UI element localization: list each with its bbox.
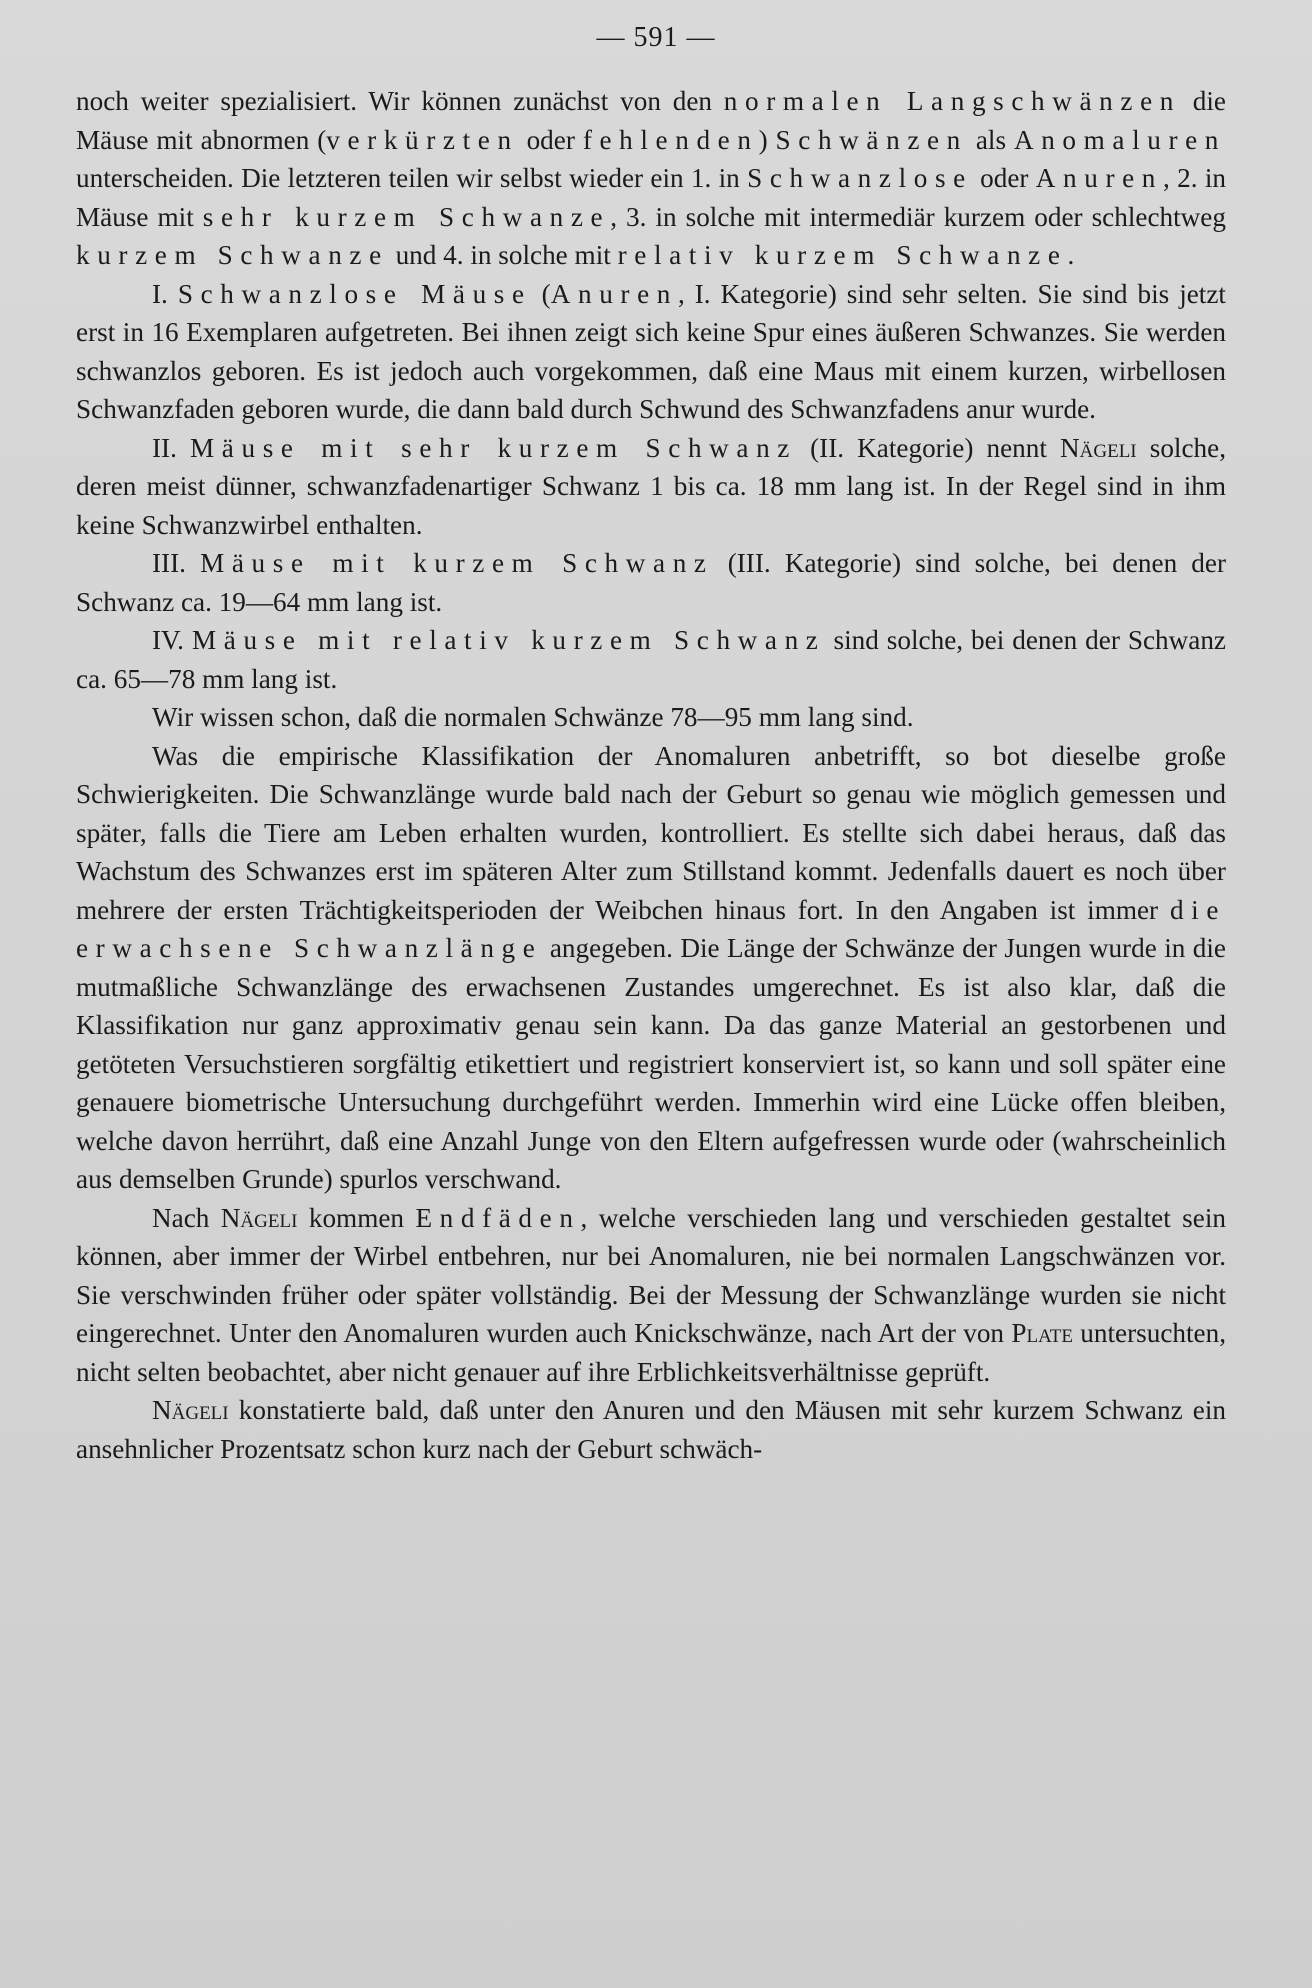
- text-run: kommen: [297, 1202, 416, 1233]
- text-run: die Mäuse mit abnormen (: [76, 86, 1226, 155]
- text-run: III.: [152, 548, 201, 578]
- paragraph-category-1: [76, 275, 1226, 429]
- spaced-term: Endfäden: [415, 1202, 581, 1233]
- text-run: , 2. in Mäuse mit: [76, 163, 1226, 232]
- text-run: untersuchten, nicht selten beobachtet, aber nicht genauer auf ihre Erblichkeitsverhältnisse geprüft.: [76, 1318, 1226, 1387]
- paragraph-end-threads: [76, 1199, 1226, 1392]
- spaced-term: kurzem Schwanze: [76, 240, 389, 270]
- text-run: (II. Kategorie) nennt: [797, 432, 1061, 463]
- paragraph-normal-tails: Wir wissen schon, daß die normalen Schwänze 78—95 mm lang sind.: [152, 702, 914, 732]
- text-run: Nach: [152, 1202, 221, 1233]
- text-run: , welche verschieden lang und verschieden gestaltet sein können, aber immer der Wirbel entbehren, nur bei Anomaluren, nie bei normalen Langschwänzen vor. Sie verschwinden früher oder später vollständig. Bei der Messung der Schwanzlänge wurden sie nicht eingerechnet. Unter den Anomaluren wurden auch Knickschwänze, nach Art der von: [76, 1202, 1226, 1348]
- spaced-term: Schwanzlose Mäuse: [177, 278, 532, 309]
- spaced-term: Schwanzlose: [747, 163, 973, 193]
- spaced-term: Mäuse mit kurzem Schwanz: [200, 548, 714, 578]
- paragraph-naegeli-observation: [76, 1391, 1226, 1468]
- spaced-term: Anuren: [550, 278, 678, 309]
- text-run: IV.: [152, 625, 192, 655]
- spaced-term: Anomaluren: [1013, 124, 1227, 155]
- spaced-term: verkürzten: [326, 124, 519, 155]
- text-run: noch weiter spezialisiert. Wir können zunächst von den: [76, 86, 724, 116]
- text-run: oder: [518, 124, 583, 155]
- text-run: angegeben. Die Länge der Schwänze der Jungen wurde in die mutmaßliche Schwanzlänge des erwachsenen Zustandes umgerechnet. Es ist also klar, daß die Klassifikation nur ganz approximativ genau sein kann. Da das ganze Material an gestorbenen und getöteten Versuchstieren sorgfältig etikettiert und registriert konserviert ist, so kann und soll später eine genauere biometrische Untersuchung durchgeführt werden. Immerhin wird eine Lücke offen bleiben, welche davon herrührt, daß eine Anzahl Junge von den Eltern aufgefressen wurde oder (wahrscheinlich aus demselben Grunde) spurlos verschwand.: [76, 933, 1226, 1194]
- text-run: konstatierte bald, daß unter den Anuren und den Mäusen mit sehr kurzem Schwanz ein ansehnlicher Prozentsatz schon kurz nach der Geburt schwäch-: [76, 1395, 1226, 1464]
- body-text: [76, 82, 1226, 1468]
- text-run: II.: [152, 432, 191, 463]
- text-run: , I. Kategorie) sind sehr selten. Sie sind bis jetzt erst in 16 Exemplaren aufgetreten. Bei ihnen zeigt sich keine Spur eines äußeren Schwanzes. Sie werden schwanzlos geboren. Es ist jedoch auch vorgekommen, daß eine Maus mit einem kurzen, wirbellosen Schwanzfaden geboren wurde, die dann bald durch Schwund des Schwanzfadens anur wurde.: [76, 278, 1226, 424]
- spaced-term: die erwachsene Schwanzlänge: [76, 894, 1226, 963]
- text-run: ): [758, 124, 776, 155]
- text-run: als: [967, 124, 1014, 155]
- text-run: (: [531, 278, 551, 309]
- spaced-term: Anuren: [1035, 163, 1164, 193]
- text-run: (III. Kategorie) sind solche, bei denen der Schwanz ca. 19—64 mm lang ist.: [76, 548, 1227, 617]
- text-run: unterscheiden. Die letzteren teilen wir selbst wieder ein 1. in: [76, 163, 748, 193]
- page-number: — 591 —: [596, 22, 716, 53]
- paragraph-category-2: [76, 429, 1226, 545]
- author-name: Nägeli: [152, 1395, 229, 1425]
- paragraph-category-3: [76, 544, 1226, 621]
- text-run: solche, deren meist dünner, schwanzfadenartiger Schwanz 1 bis ca. 18 mm lang ist. In der Regel sind in ihm keine Schwanzwirbel enthalten.: [76, 432, 1226, 540]
- spaced-term: relativ kurzem Schwanze: [617, 240, 1068, 270]
- text-run: sind solche, bei denen der Schwanz ca. 65—78 mm lang ist.: [76, 625, 1227, 694]
- text-run: Was die empirische Klassifikation der Anomaluren anbetrifft, so bot dieselbe große Schwierigkeiten. Die Schwanzlänge wurde bald nach der Geburt so genau wie möglich gemessen und später, falls die Tiere am Leben erhalten wurden, kontrolliert. Es stellte sich dabei heraus, daß das Wachstum des Schwanzes erst im späteren Alter zum Stillstand kommt. Jedenfalls dauert es noch über mehrere der ersten Trächtigkeitsperioden der Weibchen hinaus fort. In den Angaben ist immer: [76, 740, 1226, 925]
- text-run: , 3. in solche mit intermediär kurzem oder schlechtweg: [610, 201, 1226, 232]
- author-name: Nägeli: [1060, 432, 1137, 463]
- author-name: Nägeli: [220, 1202, 298, 1233]
- spaced-term: normalen Langschwänzen: [723, 86, 1181, 116]
- author-name: Plate: [1011, 1318, 1073, 1348]
- text-run: .: [1067, 240, 1075, 270]
- text-run: I.: [152, 278, 178, 309]
- spaced-term: Mäuse mit relativ kurzem Schwanz: [191, 625, 826, 655]
- paragraph-category-4: [76, 621, 1226, 698]
- text-run: und 4. in solche mit: [388, 240, 618, 270]
- spaced-term: fehlenden: [582, 124, 759, 155]
- paragraph-classification-intro: [76, 82, 1226, 275]
- spaced-term: sehr kurzem Schwanze: [202, 201, 611, 232]
- spaced-term: Schwänzen: [775, 124, 968, 155]
- spaced-term: Mäuse mit sehr kurzem Schwanz: [190, 432, 797, 463]
- paragraph-empirical-classification: [76, 737, 1226, 1199]
- text-run: oder: [972, 163, 1036, 193]
